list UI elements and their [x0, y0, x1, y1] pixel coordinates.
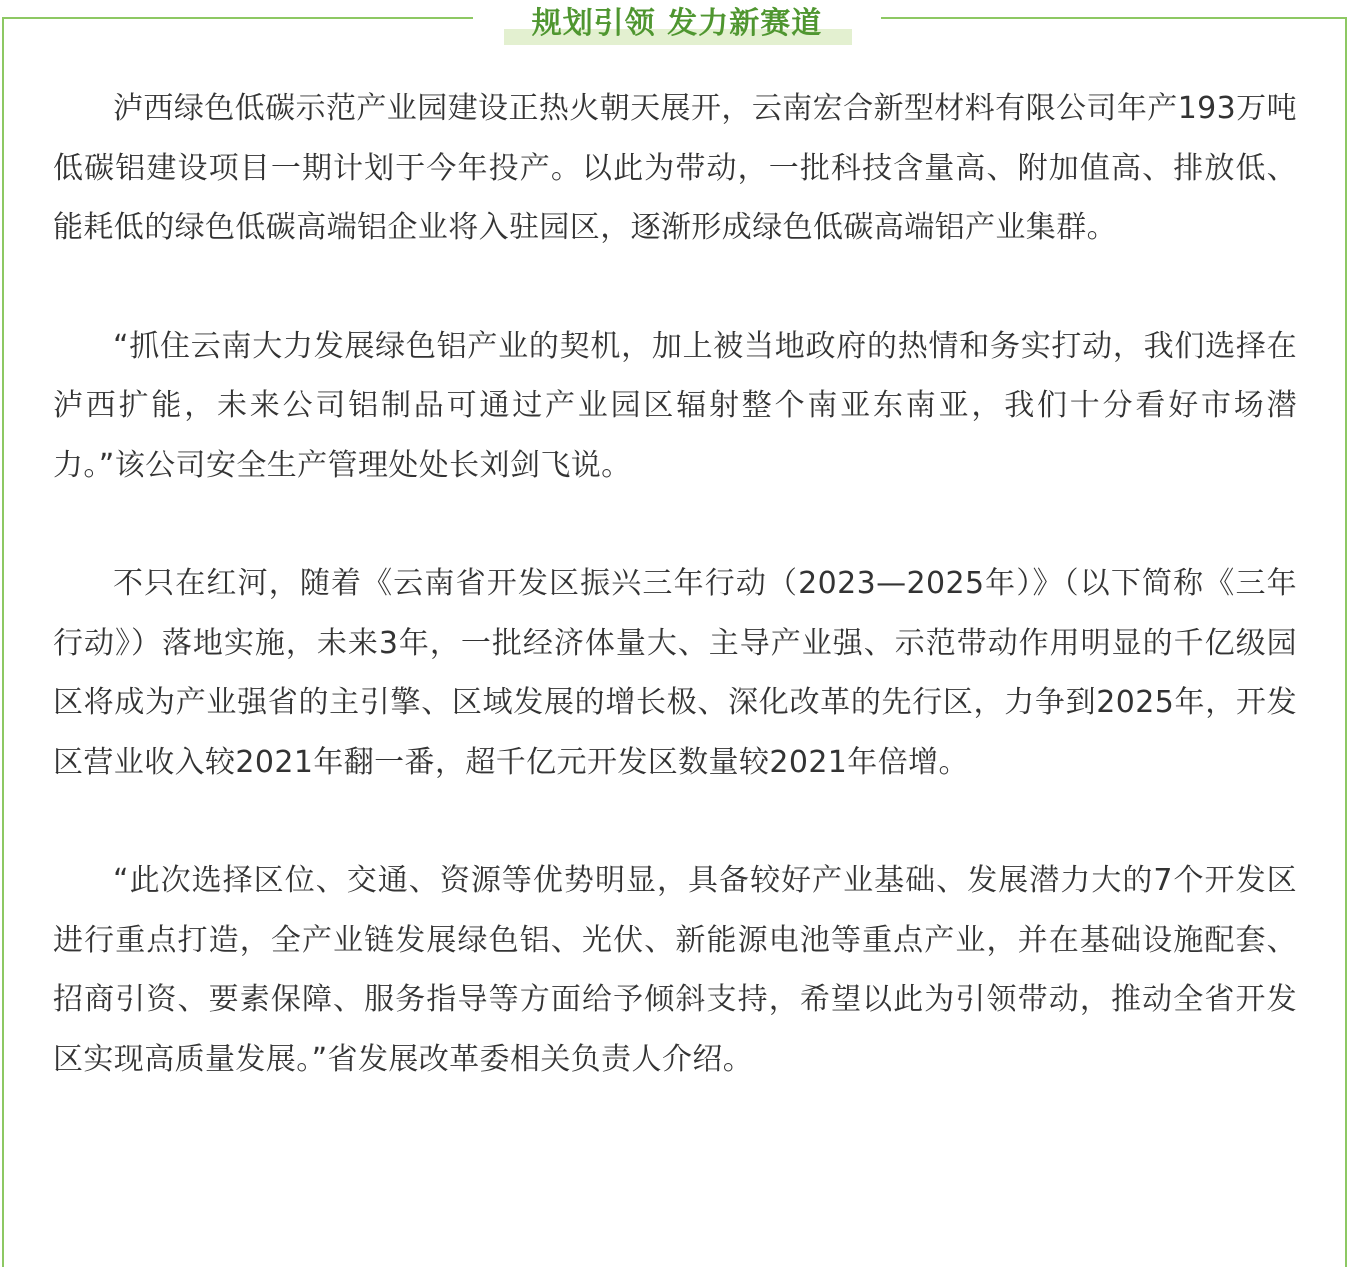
- paragraph-1: 泸西绿色低碳示范产业园建设正热火朝天展开，云南宏合新型材料有限公司年产193万吨低碳铝建设项目一期计划于今年投产。以此为带动，一批科技含量高、附加值高、排放低、能耗低的绿色低碳高端铝企业将入驻园区，逐渐形成绿色低碳高端铝产业集群。: [53, 91, 1297, 245]
- paragraph-3: 不只在红河，随着《云南省开发区振兴三年行动（2023—2025年）》（以下简称《三年行动》）落地实施，未来3年，一批经济体量大、主导产业强、示范带动作用明显的千亿级园区将成为产业强省的主引擎、区域发展的增长极、深化改革的先行区，力争到2025年，开发区营业收入较2021年翻一番，超千亿元开发区数量较2021年倍增。: [53, 566, 1297, 780]
- paragraph-4: “此次选择区位、交通、资源等优势明显，具备较好产业基础、发展潜力大的7个开发区进行重点打造，全产业链发展绿色铝、光伏、新能源电池等重点产业，并在基础设施配套、招商引资、要素保障、服务指导等方面给予倾斜支持，希望以此为引领带动，推动全省开发区实现高质量发展。”省发展改革委相关负责人介绍。: [53, 863, 1297, 1077]
- paragraph-2: “抓住云南大力发展绿色铝产业的契机，加上被当地政府的热情和务实打动，我们选择在泸西扩能，未来公司铝制品可通过产业园区辐射整个南亚东南亚，我们十分看好市场潜力。”该公司安全生产管理处处长刘剑飞说。: [53, 328, 1297, 483]
- article-body: [53, 79, 1297, 1089]
- section-title: 规划引领 发力新赛道: [531, 6, 823, 41]
- section-header: [473, 0, 881, 46]
